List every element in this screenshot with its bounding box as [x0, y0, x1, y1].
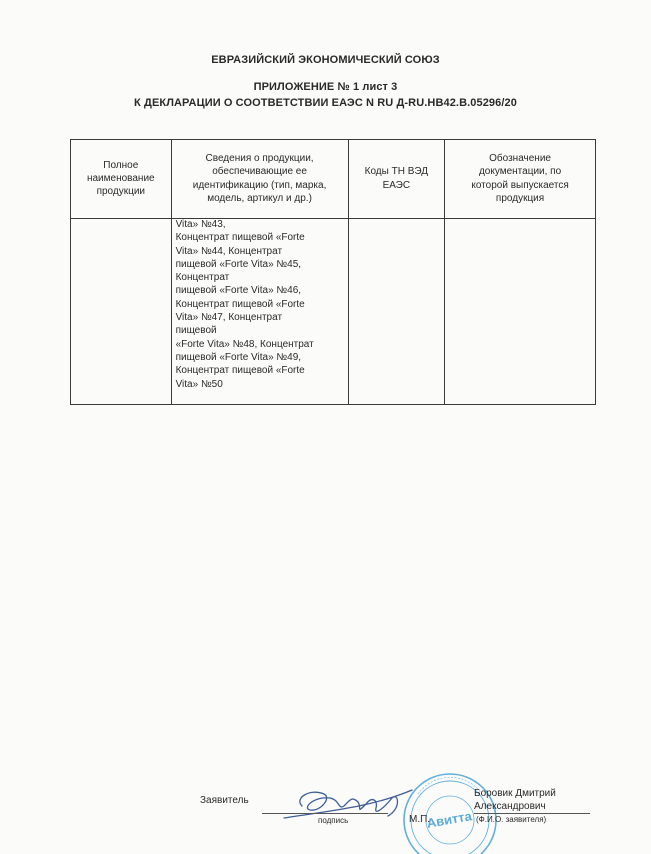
- seal-place-label: М.П.: [409, 814, 431, 825]
- column-header-product-details: Сведения о продукции, обеспечивающие ее идентификацию (тип, марка, модель, артикул и др.): [171, 140, 348, 219]
- cell-tn-ved-codes: [348, 219, 445, 405]
- declaration-title: К ДЕКЛАРАЦИИ О СООТВЕТСТВИИ ЕАЭС N RU Д-RU.НВ42.В.05296/20: [134, 97, 517, 109]
- cell-product-details: Vita» №43, Концентрат пищевой «Forte Vita» №44, Концентрат пищевой «Forte Vita» №45, Концентрат пищевой «Forte Vita» №46, Концентрат пищевой «Forte Vita» №47, Концентрат пищевой «Forte Vita» №48, Концентрат пищевой «Forte Vita» №49, Концентрат пищевой «Forte Vita» №50: [171, 219, 348, 405]
- applicant-name: Боровик Дмитрий Александрович: [474, 788, 556, 812]
- table-row: [71, 219, 596, 405]
- applicant-signature: [280, 778, 420, 828]
- name-line: [474, 813, 590, 814]
- union-title: ЕВРАЗИЙСКИЙ ЭКОНОМИЧЕСКИЙ СОЮЗ: [211, 54, 440, 66]
- name-caption: (Ф.И.О. заявителя): [476, 815, 547, 824]
- column-header-tn-ved-codes: Коды ТН ВЭД ЕАЭС: [348, 140, 445, 219]
- applicant-label: Заявитель: [200, 795, 249, 806]
- column-header-documentation: Обозначение документации, по которой выпускается продукция: [445, 140, 596, 219]
- appendix-title: ПРИЛОЖЕНИЕ № 1 лист 3: [253, 81, 398, 93]
- column-header-product-name: Полное наименование продукции: [71, 140, 172, 219]
- signature-caption: подпись: [318, 816, 349, 825]
- product-table: [70, 139, 596, 405]
- stamp-logo-text: Авитта: [425, 808, 473, 831]
- signature-line: [262, 813, 388, 814]
- cell-product-name: [71, 219, 172, 405]
- table-header-row: [71, 140, 596, 219]
- cell-documentation: [445, 219, 596, 405]
